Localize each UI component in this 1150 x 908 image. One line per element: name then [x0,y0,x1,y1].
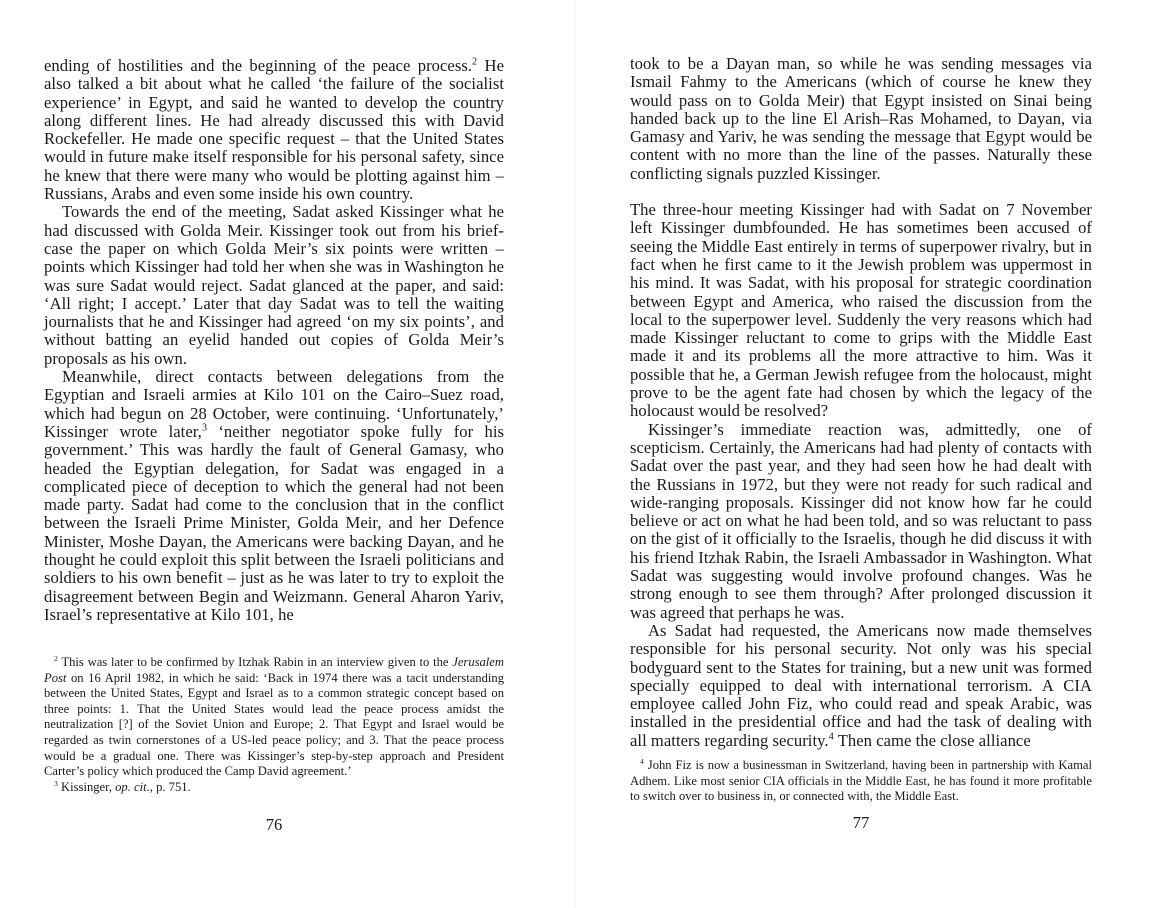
page-number: 76 [265,815,283,834]
book-gutter [572,0,578,908]
paragraph: Towards the end of the meeting, Sadat asked Kissinger what he had discussed with Golda Meir. Kissinger took out from his brief-case the paper on which Golda Meir’s six points were written – points which Kissinger had told her when she was in Washington he was sure Sadat would reject. Sadat glanced at the paper, and said: ‘All right; I accept.’ Later that day Sadat was to tell the waiting journalists that he and Kissinger had agreed ‘on my six points’, and without batting an eyelid handed out copies of Golda Meir’s proposals as his own. [44,202,504,368]
paragraph: took to be a Dayan man, so while he was sending messages via Ismail Fahmy to the Americans (which of course he knew they would pass on to Golda Meir) that Egypt insisted on Sinai being handed back up to the line El Arish–Ras Mohamed, to Dayan, via Gamasy and Yariv, he was sending the message that Egypt would be content with no more than the line of the passes. Naturally these conflicting signals puzzled Kissinger. [630,54,1092,183]
footnote: $^2$ This was later to be confirmed by Itzhak Rabin in an interview given to the Jerusalem Post on 16 April 1982, in which he said: ‘Back in 1974 there was a tacit understanding between the United States, Egypt and Israel as to a common strategic concept based on three points: 1. That the United States would lead the peace process amidst the neutralization [?] of the Soviet Union and Europe; 2. That Egypt and Israel would be regarded as twin cornerstones of a US-led peace policy; and 3. That the peace process would be a gradual one. There was Kissinger’s step-by-step approach and President Carter’s policy which produced the Camp David agreement.’ [44,653,504,779]
paragraph: ending of hostilities and the beginning of the peace process.$^2$ He also talked a bit about what he called ‘the failure of the socialist experience’ in Egypt, and said he wanted to develop the country along different lines. He had already discussed this with David Rockefeller. He made one specific request – that the United States would in future make itself responsible for his personal safety, since he knew that there were many who would be plotting against him – Russians, Arabs and even some inside his own country. [44,56,504,204]
body-text [44,57,504,624]
page-number: 77 [852,813,870,832]
footnotes [630,758,1092,805]
footnote-ref: 4 [828,731,834,743]
footnote-ref: 2 [472,56,478,68]
footnote-ref: 3 [201,422,208,434]
paragraph: Meanwhile, direct contacts between delegations from the Egyptian and Israeli armies at Kilo 101 on the Cairo–Suez road, which had begun on 28 October, were continuing. ‘Unfortunately,’ Kissinger wrote later,$^3$ ‘neither negotiator spoke fully for his government.’ This was hardly the fault of General Gamasy, who headed the Egyptian delegation, for Sadat was engaged in a complicated piece of deception to which the general had not been made party. Sadat had come to the conclusion that in the conflict between the Israeli Prime Minister, Golda Meir, and her Defence Minister, Moshe Dayan, the Americans were backing Dayan, and he thought he could exploit this split between the Israeli politicians and soldiers to his own benefit – just as he was later to try to exploit the disagreement between Begin and Weizmann. General Aharon Yariv, Israel’s representative at Kilo 101, he [44,367,504,624]
footnote: $^3$ Kissinger, op. cit., p. 751. [54,778,191,794]
body-text [630,55,1092,750]
paragraph: The three-hour meeting Kissinger had with Sadat on 7 November left Kissinger dumbfounded. He has sometimes been accused of seeing the Middle East entirely in terms of superpower rivalry, but in fact when he first came to it the Jewish problem was uppermost in his mind. It was Sadat, with his proposal for strategic coordination between Egypt and America, who raised the discussion from the local to the superpower level. Suddenly the very reasons which had made Kissinger reluctant to come to grips with the Middle East made it and its problems all the more attractive to him. Was it possible that he, a German Jewish refugee from the holocaust, might prove to be the agent fate had chosen by which the legacy of the holocaust would be resolved? [630,200,1092,421]
paragraph: Kissinger’s immediate reaction was, admittedly, one of scepticism. Certainly, the Americans had had plenty of contacts with Sadat over the past year, and they had seen how he had dealt with the Russians in 1972, but they were not ready for such radical and wide-ranging proposals. Kissinger did not know how far he could believe or act on what he had been told, and so was reluctant to pass on the gist of it officially to the Israelis, though he did discuss it with his friend Itzhak Rabin, the Israeli Ambassador in Washington. What Sadat was suggesting would involve profound changes. Was he strong enough to see them through? After prolonged discussion it was agreed that perhaps he was. [630,419,1092,622]
paragraph: As Sadat had requested, the Americans now made themselves responsible for his personal security. Not only was his special bodyguard sent to the States for training, but a new unit was formed specially equipped to deal with international terrorism. A CIA employee called John Fiz, who could read and speak Arabic, was installed in the presidential office and had the task of dealing with all matters regarding security.$^4$ Then came the close alliance [630,620,1092,750]
footnotes [44,655,504,795]
footnote: $^4$ John Fiz is now a businessman in Switzerland, having been in partnership with Kamal Adhem. Like most senior CIA officials in the Middle East, he has found it more profitable to switch over to business in, or connected with, the Middle East. [630,756,1092,804]
